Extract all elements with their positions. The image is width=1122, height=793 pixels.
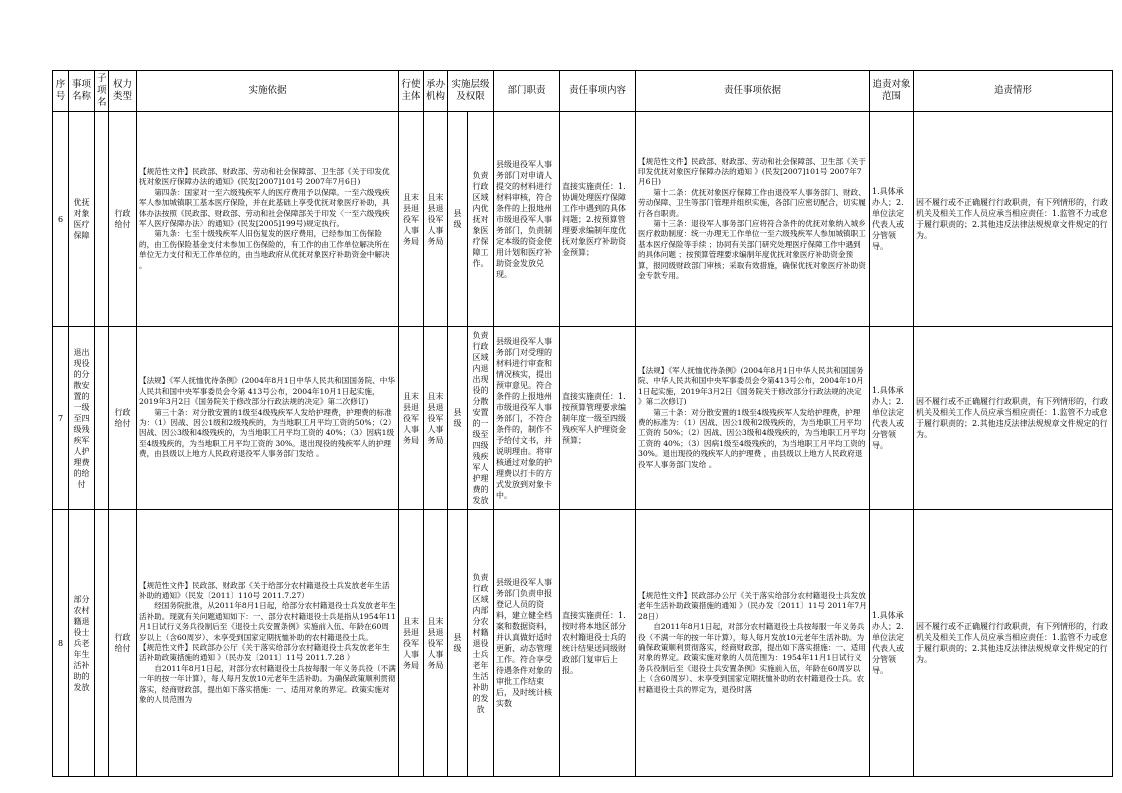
- table-header: [53, 71, 1113, 112]
- row-level: 县级: [448, 510, 468, 777]
- row-resp-content: 直接实施责任：1.按预算管理要求编制年度一级至四级残疾军人护理资金预算；: [560, 327, 636, 510]
- row-level: 县级: [448, 327, 468, 510]
- row-level-detail: 负责行政区域内部分农村籍退役士兵老年生活补助的发放: [468, 510, 494, 777]
- row-dept-duty: 县级退役军人事务部门对申请人提交的材料进行材料审核，符合条件的上报地州市级退役军人事务部门，负责制定本级的资金使用计划和医疗补助资金发放兑现。: [494, 112, 560, 327]
- header-power-type: 权力类型: [109, 71, 137, 112]
- resp-basis-paragraph: 【规范性文件】民政部办公厅《关于落实给部分农村籍退役士兵发放老年生活补助政策措施的通知 》（民办发〔2011〕11号 2011年7月28日）: [638, 590, 867, 621]
- row-accountable: 1.具体承办人；2.单位法定代表人或分管领导。: [870, 112, 914, 327]
- resp-basis-paragraph: 第十二条：优抚对象医疗保障工作由退役军人事务部门、财政、劳动保障、卫生等部门管理并组织实施，各部门应密切配合，切实履行各自职责。: [638, 187, 866, 218]
- responsibility-table: [52, 70, 1113, 777]
- row-resp-basis: [636, 112, 870, 327]
- resp-basis-paragraph: 第十三条：退役军人事务部门应将符合条件的优抚对象纳入城乡医疗救助制度：统一办理无工作单位一至六级残疾军人参加城镇职工基本医疗保险等手续 ；协同有关部门研究处理医疗保障工作中遇到的具体问题 ；按预算管理要求编制年度优抚对象医疗补助资金预算，报同级财政部门审核；采取有效措施，确保优抚对象医疗补助资金专款专用。: [638, 219, 866, 281]
- resp-basis-paragraph: 【规范性文件】民政部、财政部、劳动和社会保障部、卫生部《关于印发优抚对象医疗保障办法的通知 》(民发[2007]101号 2007年7月6日): [638, 156, 866, 187]
- header-resp-content: 责任事项内容: [560, 71, 636, 112]
- header-accountable: 追责对象范围: [870, 71, 914, 112]
- header-level: 实施层级及权限: [448, 71, 494, 112]
- row-sub-item: [95, 327, 109, 510]
- row-level-detail: 负责行政区域内优抚对象医疗保障工作。: [468, 112, 494, 327]
- row-actor: 且末县退役军人事务局: [399, 510, 424, 777]
- row-power-type: 行政给付: [109, 112, 137, 327]
- basis-paragraph: 【规范性文件】民政部、财政部《关于给部分农村籍退役士兵发放老年生活补助的通知》（民发〔2011〕110号 2011.7.27）: [139, 580, 390, 600]
- row-circumstance: 因不履行或不正确履行行政职责，有下列情形的，行政机关及相关工作人员应承当相应责任：1.监管不力或怠于履行职责的；2.其他违反法律法规规章文件规定的行为。: [914, 510, 1113, 777]
- row-no: 8: [53, 510, 69, 777]
- row-resp-content: 直接实施责任：1.按时将本地区部分农村籍退役士兵的统计结果送同级财政部门复审后上报。: [560, 510, 636, 777]
- row-sub-item: [95, 510, 109, 777]
- row-resp-basis: [636, 327, 870, 510]
- row-item-name: 部分农村籍退役士兵老年生活补助的发放: [69, 510, 95, 777]
- row-basis: [137, 327, 399, 510]
- basis-paragraph: 【规范性文件】民政部办公厅《关于落实给部分农村籍退役士兵发放老年生活补助政策措施的通知 》（民办发〔2011〕11号 2011.7.28 ）: [139, 643, 390, 663]
- header-sub-item: 子项名: [95, 71, 109, 112]
- row-actor: 且末县退役军人事务局: [399, 112, 424, 327]
- row-dept-duty: 县级退役军人事务部门负责申报登记人员的资料，建立健全档案和数据资料，并认真做好适时更新、动态管理工作。符合享受待遇条件对象的审批工作结束后，及时统计核实数: [494, 510, 560, 777]
- header-handler: 承办机构: [424, 71, 448, 112]
- row-item-name: 优抚对象医疗保障: [69, 112, 95, 327]
- row-handler: 且末县退役军人事务局: [424, 510, 448, 777]
- header-actor: 行使主体: [399, 71, 424, 112]
- header-circumstance: 追责情形: [914, 71, 1113, 112]
- row-no: 7: [53, 327, 69, 510]
- basis-paragraph: 【法规】《军人抚恤优待条例》(2004年8月1日中华人民共和国国务院、中华人民共和国中央军事委员会令第 413号公布，2004年10月1日起实施，2019年3月2日《国务院关于修改部分行政法规的决定》第二次修订): [139, 376, 395, 407]
- resp-basis-paragraph: 【法规】《军人抚恤优待条例》(2004年8月1日中华人民共和国国务院、中华人民共和国中央军事委员会令第413号公布，2004年10月1日起实施，2019年3月2日《国务院关于修改部分行政法规的决定 》第二次修订): [638, 365, 864, 407]
- document-sheet: [52, 70, 1113, 777]
- header-basis: 实施依据: [137, 71, 399, 112]
- row-dept-duty: 县级退役军人事务部门对受理的材料进行审查和情况核实，提出预审意见。符合条件的上报地州市级退役军人事务部门，不符合条件的，制作不予给付文书，并说明理由。将审核通过对象的护理费以打卡的方式发放到对象卡中。: [494, 327, 560, 510]
- row-actor: 且末县退役军人事务局: [399, 327, 424, 510]
- header-dept-duty: 部门职责: [494, 71, 560, 112]
- row-item-name: 退出现役的分散安置的一级至四级残疾军人护理费的给付: [69, 327, 95, 510]
- table-row: [53, 327, 1113, 510]
- basis-paragraph: 第九条：七至十级残疾军人旧伤复发的医疗费用，已经参加工伤保险的，由工伤保险基金支付未参加工伤保险的，有工作的由工作单位解决所在单位无力支付和无工作单位的，由当地政府从优抚对象医疗补助资金中解决 。: [139, 229, 390, 270]
- basis-paragraph: 自2011年8月1日起，对部分农村籍退役士兵按每服一年义务兵役（不满一年的按一年计算），每人每月发放10元老年生活补助。为确保政策顺利贯彻落实，经商财政部，提出如下落实措施：一、适用对象的界定。政策实施对象的人员范围为: [139, 663, 396, 705]
- header-no: 序号: [53, 71, 69, 112]
- row-resp-basis: [636, 510, 870, 777]
- table-row: [53, 112, 1113, 327]
- row-resp-content: 直接实施责任：1.协调处理医疗保障工作中遇到的具体问题；2.按预算管理要求编制年度优抚对象医疗补助资金预算；: [560, 112, 636, 327]
- resp-basis-paragraph: 自2011年8月1日起，对部分农村籍退役士兵按每服一年义务兵役（不满一年的按一年计算），每人每月发放10元老年生活补助。为确保政策顺利贯彻落实，经商财政部，提出如下落实措施：一、适用对象的界定。政策实施对象的人员范围为：1954年11月1日试行义务兵役制后至《退役士兵安置条例》实施前入伍，年龄在60周岁以上（含60周岁）、未享受到国家定期抚恤补助的农村籍退役士兵。农村籍退役士兵的界定为，退役时落: [638, 622, 866, 694]
- row-accountable: 1.具体承办人；2.单位法定代表人或分管领导。: [870, 327, 914, 510]
- row-accountable: 1.具体承办人；2.单位法定代表人或分管领导。: [870, 510, 914, 777]
- row-sub-item: [95, 112, 109, 327]
- basis-paragraph: 第四条：国家对一至六级残疾军人的医疗费用予以保障。一至六级残疾军人参加城镇职工基本医疗保险，并在此基础上享受优抚对象医疗补助，具体办法按照《民政部、财政部、劳动和社会保障部关于印发〈一至六级残疾军人医疗保障办法〉的通知》(民发[2005]199号)规定执行。: [139, 187, 390, 228]
- row-handler: 且末县退役军人事务局: [424, 327, 448, 510]
- resp-basis-paragraph: 第三十条：对分散安置的1级至4级残疾军人发给护理费，护理费的标准为：（1）因战、因公1级和2级残疾的，为当地职工月平均工资的 50%；（2）因战、因公3级和4级残疾的，为当地职工月平均工资的 40%；（3）因病1级至4级残疾的，为当地职工月平均工资的 30%。退出现役的残疾军人的护理费 ，由县级以上地方人民政府退役军人事务部门发给 。: [638, 407, 866, 469]
- row-circumstance: 因不履行或不正确履行行政职责，有下列情形的，行政机关及相关工作人员应承当相应责任：1.监管不力或怠于履行职责的；2.其他违反法律法规规章文件规定的行为。: [914, 112, 1113, 327]
- row-circumstance: 因不履行或不正确履行行政职责，有下列情形的，行政机关及相关工作人员应承当相应责任：1.监管不力或怠于履行职责的；2.其他违反法律法规规章文件规定的行为。: [914, 327, 1113, 510]
- row-power-type: 行政给付: [109, 510, 137, 777]
- basis-paragraph: 经国务院批准，从2011年8月1日起，给部分农村籍退役士兵发放老年生活补助。现就有关问题通知如下：一、部分农村籍退役士兵是指从1954年11月1日试行义务兵役制后至《退役士兵安置条例》实施前入伍、年龄在60周岁以上（含60周岁）、未享受到国家定期抚恤补助的农村籍退役士兵。: [139, 601, 396, 642]
- row-basis: [137, 112, 399, 327]
- row-no: 6: [53, 112, 69, 327]
- header-resp-basis: 责任事项依据: [636, 71, 870, 112]
- row-basis: [137, 510, 399, 777]
- basis-paragraph: 【规范性文件】民政部、财政部、劳动和社会保障部、卫生部《关于印发优抚对象医疗保障办法的通知》(民发[2007]101号 2007年7月6日): [139, 166, 390, 187]
- table-row: [53, 510, 1113, 777]
- row-level-detail: 负责行政区域内退出现役的分散安置的一级至四级残疾军人护理费的发放: [468, 327, 494, 510]
- header-item-name: 事项名称: [69, 71, 95, 112]
- row-handler: 且末县退役军人事务局: [424, 112, 448, 327]
- row-level: 县级: [448, 112, 468, 327]
- basis-paragraph: 第三十条：对分散安置的1级至4级残疾军人发给护理费，护理费的标准为：（1）因战、因公1级和2级残疾的，为当地职工月平均工资的50%；（2）因战、因公3级和4级残疾的，为当地职工月平均工资的 40%；（3）因病1级至4级残疾的，为当地职工月平均工资的 30%。退出现役的残疾军人的护理费，由县级以上地方人民政府退役军人事务部门发给 。: [139, 407, 396, 459]
- row-power-type: 行政给付: [109, 327, 137, 510]
